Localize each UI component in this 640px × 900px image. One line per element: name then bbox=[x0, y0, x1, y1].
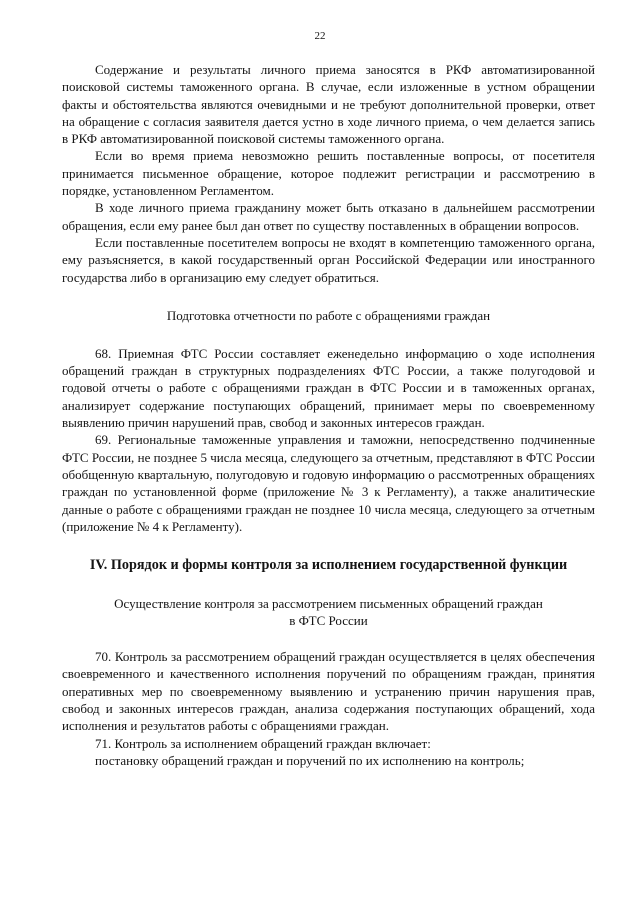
section-title: IV. Порядок и формы контроля за исполнением государственной функции bbox=[89, 557, 568, 574]
paragraph-written-appeal: Если во время приема невозможно решить поставленные вопросы, от посетителя принимается письменное обращение, которое подлежит регистрации и рассмотрению в порядке, установленном Регламентом. bbox=[62, 148, 595, 199]
page-number: 22 bbox=[314, 30, 326, 42]
paragraph-68: 68. Приемная ФТС России составляет еженедельно информацию о ходе исполнения обращений граждан в структурных подразделениях ФТС России, а также полугодовой и годовой отчеты о работе с обращениями граждан в ФТС России и в таможенных органах, анализирует содержание поступающих обращений, принимает меры по своевременному выявлению причин нарушений прав, свобод и законных интересов граждан. bbox=[62, 345, 595, 431]
paragraph-records: Содержание и результаты личного приема заносятся в РКФ автоматизированной поисковой системы таможенного органа. В случае, если изложенные в устном обращении факты и обстоятельства являются очевидными и не требуют дополнительной проверки, ответ на обращение с согласия заявителя дается устно в ходе личного приема, о чем делается запись в РКФ автоматизированной поисковой системы таможенного органа. bbox=[62, 62, 595, 147]
subheading-control-line1: Осуществление контроля за рассмотрением письменных обращений граждан bbox=[114, 596, 543, 612]
paragraph-refusal: В ходе личного приема гражданину может быть отказано в дальнейшем рассмотрении обращения, если ему ранее был дан ответ по существу поставленных в обращении вопросов. bbox=[62, 200, 595, 233]
page-content bbox=[62, 61, 595, 769]
paragraph-control-item: постановку обращений граждан и поручений по их исполнению на контроль; bbox=[95, 752, 525, 768]
subheading-control-line2: в ФТС России bbox=[289, 613, 368, 629]
paragraph-71: 71. Контроль за исполнением обращений граждан включает: bbox=[95, 735, 431, 751]
heading-reporting: Подготовка отчетности по работе с обращениями граждан bbox=[166, 307, 491, 323]
paragraph-69: 69. Региональные таможенные управления и таможни, непосредственно подчиненные ФТС России, не позднее 5 числа месяца, следующего за отчетным, представляют в ФТС России обобщенную квартальную, полугодовую и годовую информацию о рассмотренных обращениях граждан по установленной форме (приложение № 3 к Регламенту), а также аналитические данные о работе с обращениями граждан не позднее 10 числа месяца, следующего за отчетным (приложение № 4 к Регламенту). bbox=[62, 432, 595, 534]
paragraph-competence: Если поставленные посетителем вопросы не входят в компетенцию таможенного органа, ему разъясняется, в какой государственный орган Российской Федерации или иностранного государства либо в организацию ему следует обратиться. bbox=[62, 234, 595, 285]
paragraph-70: 70. Контроль за рассмотрением обращений граждан осуществляется в целях обеспечения своевременного и качественного исполнения поручений по обращениям граждан, принятия оперативных мер по своевременному выявлению и устранению причин нарушения прав, свобод и законных интересов граждан, анализа содержания поступающих обращений, хода исполнения и результатов работы с обращениями граждан. bbox=[62, 649, 595, 734]
